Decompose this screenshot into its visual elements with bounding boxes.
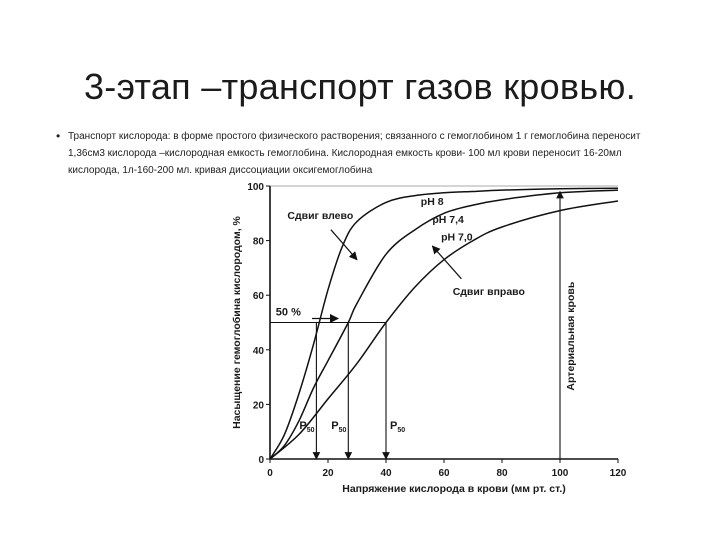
y-axis-title: Насыщение гемоглобина кислородом, % [231,216,243,429]
shift-left-label: Сдвиг влево [287,209,354,222]
y-tick-label: 20 [252,400,264,412]
x-tick-label: 0 [267,468,273,479]
bullet-item [56,128,666,179]
y-tick-label: 0 [258,455,264,466]
bullet-text: Транспорт кислорода: в форме простого физического растворения; связанного с гемоглобином 1 г гемоглобина переносит 1,36см3 кислорода –кислородная емкость гемоглобина. Кислородная емкость крови- 100 мл крови переносит 16-20мл кислорода, 1л-160-200 мл. кривая диссоциации оксигемоглобина [68,131,641,176]
series-label-ph-7-0: pH 7,0 [441,231,473,244]
x-axis-title: Напряжение кислорода в крови (мм рт. ст.) [342,483,566,495]
x-tick-label: 20 [322,468,334,479]
p50-subscript: 50 [338,426,347,434]
shift-right-label: Сдвиг вправо [452,286,525,299]
x-tick-label: 60 [438,468,450,479]
oxyhemoglobin-dissociation-chart [224,176,634,495]
p50-label: $P_{50}$ [331,419,347,434]
x-tick-label: 80 [496,468,508,479]
x-tick-label: 100 [551,468,569,479]
p50-subscript: 50 [306,426,315,434]
y-tick-label: 40 [252,345,264,357]
bullet-marker: • [56,129,61,143]
half-saturation-label: 50 % [275,306,301,319]
x-tick-label: 40 [380,468,392,479]
arterial-blood-label: Артериальная кровь [565,281,577,391]
p50-label: $P_{50}$ [390,419,406,434]
series-label-ph-7-4: pH 7,4 [432,213,464,226]
p50-subscript: 50 [397,426,406,434]
slide-title: 3-этап –транспорт газов кровью. [83,66,637,108]
y-tick-label: 80 [252,236,264,248]
shift-left-arrow [331,230,357,260]
y-tick-label: 100 [247,182,264,193]
x-tick-label: 120 [609,468,627,479]
p50-label: $P_{50}$ [299,419,315,434]
series-label-ph-8: pH 8 [420,196,444,209]
y-tick-label: 60 [252,291,264,303]
